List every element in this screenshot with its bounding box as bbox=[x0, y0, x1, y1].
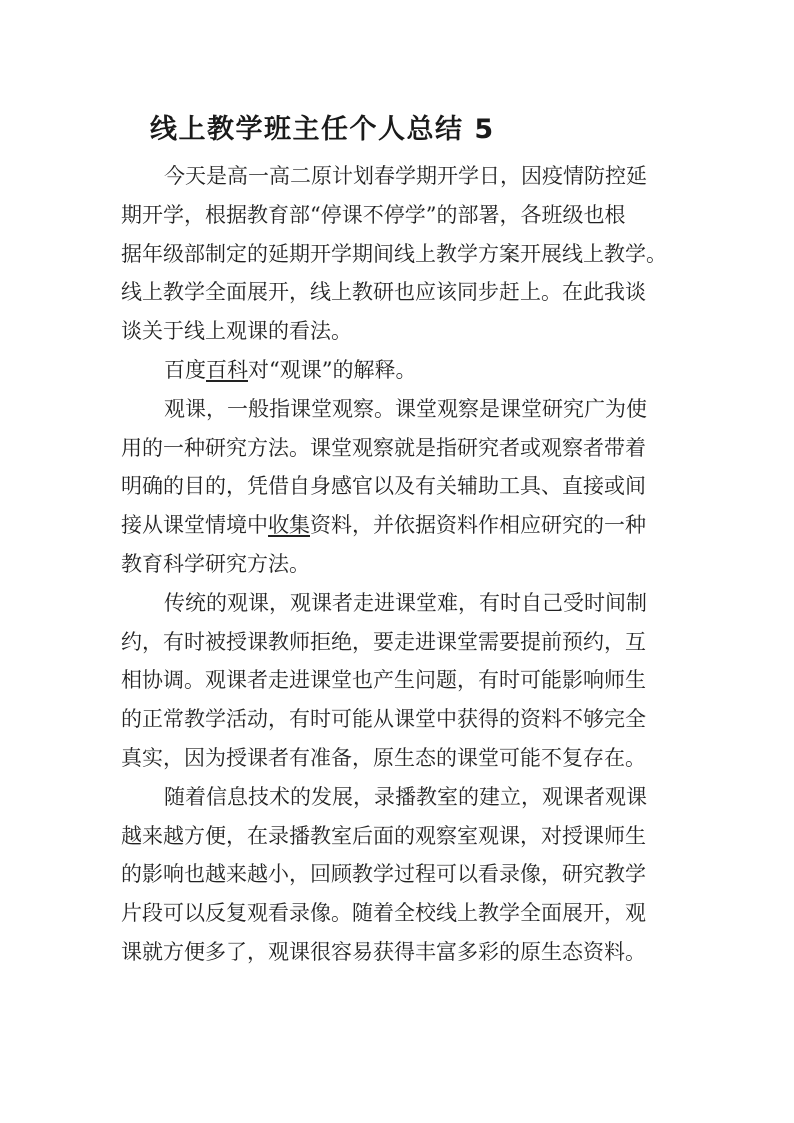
text-line: 的正常教学活动，有时可能从课堂中获得的资料不够完全 bbox=[121, 707, 646, 732]
text-line: 片段可以反复观看录像。随着全校线上教学全面展开，观 bbox=[121, 901, 646, 926]
text-line: 相协调。观课者走进课堂也产生问题，有时可能影响师生 bbox=[121, 668, 646, 693]
text-line: 观课，一般指课堂观察。课堂观察是课堂研究广为使 bbox=[164, 396, 647, 421]
text-line: 期开学，根据教育部“停课不停学”的部署，各班级也根 bbox=[121, 202, 626, 227]
text-line: 越来越方便，在录播教室后面的观察室观课，对授课师生 bbox=[121, 823, 646, 848]
document-body bbox=[121, 157, 667, 972]
text-line: 谈关于线上观课的看法。 bbox=[121, 319, 352, 344]
text-line: 线上教学全面展开，线上教研也应该同步赶上。在此我谈 bbox=[121, 280, 646, 305]
text-line: 教育科学研究方法。 bbox=[121, 551, 310, 576]
text-line: 明确的目的，凭借自身感官以及有关辅助工具、直接或间 bbox=[121, 474, 646, 499]
collect-link[interactable]: 收集 bbox=[268, 513, 310, 538]
text-segment: 接从课堂情境中 bbox=[121, 513, 268, 538]
text-segment: 资料，并依据资料作相应研究的一种 bbox=[310, 513, 646, 538]
text-line bbox=[121, 351, 661, 390]
paragraph-traditional bbox=[121, 584, 661, 778]
text-line: 课就方便多了，观课很容易获得丰富多彩的原生态资料。 bbox=[121, 939, 646, 964]
text-line: 用的一种研究方法。课堂观察就是指研究者或观察者带着 bbox=[121, 435, 646, 460]
text-line: 真实，因为授课者有准备，原生态的课堂可能不复存在。 bbox=[121, 745, 646, 770]
text-segment: 百度 bbox=[164, 357, 206, 382]
text-line: 今天是高一高二原计划春学期开学日，因疫情防控延 bbox=[164, 164, 647, 188]
document-title: 线上教学班主任个人总结 5 bbox=[150, 114, 495, 145]
text-line bbox=[121, 506, 661, 545]
text-segment: 对“观课”的解释。 bbox=[248, 357, 417, 382]
baike-link[interactable]: 百科 bbox=[206, 357, 248, 382]
text-line: 的影响也越来越小，回顾教学过程可以看录像，研究教学 bbox=[121, 862, 646, 887]
paragraph-baike bbox=[121, 351, 661, 390]
text-line: 约，有时被授课教师拒绝，要走进课堂需要提前预约，互 bbox=[121, 629, 646, 654]
paragraph-intro bbox=[121, 157, 667, 351]
text-line: 据年级部制定的延期开学期间线上教学方案开展线上教学。 bbox=[121, 241, 667, 266]
text-line: 随着信息技术的发展，录播教室的建立，观课者观课 bbox=[164, 784, 647, 809]
paragraph-technology bbox=[121, 778, 661, 972]
paragraph-definition bbox=[121, 390, 661, 584]
text-line: 传统的观课，观课者走进课堂难，有时自己受时间制 bbox=[164, 590, 647, 615]
